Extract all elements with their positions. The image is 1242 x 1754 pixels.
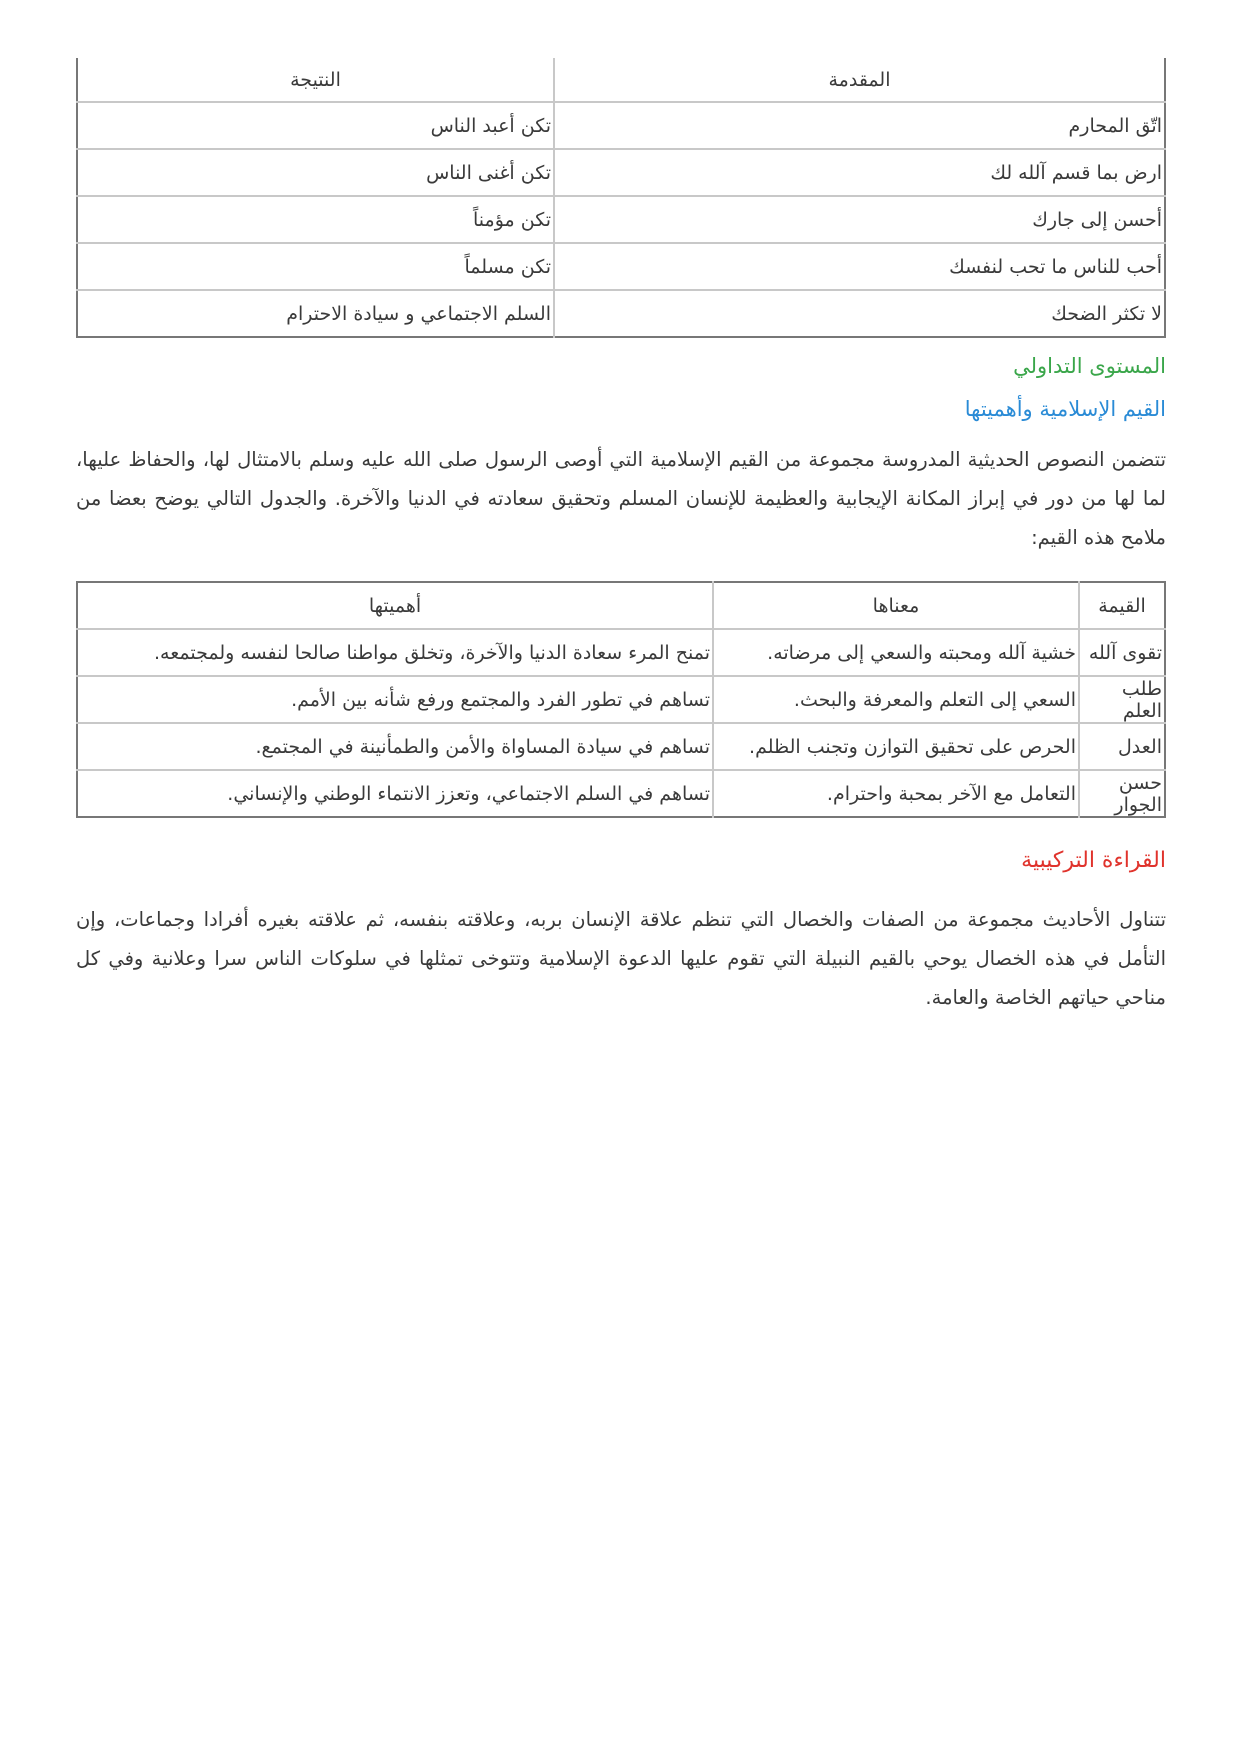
- table-cell: تقوى آلله: [1079, 629, 1165, 676]
- table-cell: تساهم في تطور الفرد والمجتمع ورفع شأنه بين الأمم.: [77, 676, 713, 723]
- table-cell: لا تكثر الضحك: [554, 290, 1165, 337]
- table-header-row: [77, 582, 1165, 629]
- table-header-cell: النتيجة: [77, 58, 554, 102]
- section-heading-level: المستوى التداولي: [1013, 354, 1166, 378]
- table-header-row: [77, 58, 1165, 102]
- table-cell: طلب العلم: [1079, 676, 1165, 723]
- table-row: [77, 676, 1165, 723]
- table-header-cell: القيمة: [1079, 582, 1165, 629]
- table-cell: تكن مسلماً: [77, 243, 554, 290]
- premise-result-table: [76, 58, 1166, 338]
- table-cell: الحرص على تحقيق التوازن وتجنب الظلم.: [713, 723, 1079, 770]
- table-cell: ارض بما قسم آلله لك: [554, 149, 1165, 196]
- table-row: [77, 629, 1165, 676]
- table-cell: اتّق المحارم: [554, 102, 1165, 149]
- table-cell: خشية آلله ومحبته والسعي إلى مرضاته.: [713, 629, 1079, 676]
- table-row: [77, 723, 1165, 770]
- table-cell: تساهم في سيادة المساواة والأمن والطمأنينة في المجتمع.: [77, 723, 713, 770]
- table-cell: حسن الجوار: [1079, 770, 1165, 817]
- section-heading-synthesis: القراءة التركيبية: [1021, 848, 1166, 873]
- intro-paragraph: تتضمن النصوص الحديثية المدروسة مجموعة من القيم الإسلامية التي أوصى الرسول صلى الله عليه وسلم بالامتثال لها، والحفاظ عليها، لما لها من دور في إبراز المكانة الإيجابية والعظيمة للإنسان المسلم وتحقيق سعادته في الدنيا والآخرة. والجدول التالي يوضح بعضا من ملامح هذه القيم:: [76, 448, 1166, 549]
- table-row: [77, 102, 1165, 149]
- section-heading-values: القيم الإسلامية وأهميتها: [964, 397, 1166, 421]
- table-row: [77, 149, 1165, 196]
- table-cell: العدل: [1079, 723, 1165, 770]
- table-cell: تكن أغنى الناس: [77, 149, 554, 196]
- table-cell: أحب للناس ما تحب لنفسك: [554, 243, 1165, 290]
- table-row: [77, 290, 1165, 337]
- table-cell: التعامل مع الآخر بمحبة واحترام.: [713, 770, 1079, 817]
- table-cell: السعي إلى التعلم والمعرفة والبحث.: [713, 676, 1079, 723]
- table-cell: تكن أعبد الناس: [77, 102, 554, 149]
- table-cell: تساهم في السلم الاجتماعي، وتعزز الانتماء الوطني والإنساني.: [77, 770, 713, 817]
- table-header-cell: معناها: [713, 582, 1079, 629]
- table-header-cell: أهميتها: [77, 582, 713, 629]
- values-table: [76, 581, 1166, 818]
- table-header-cell: المقدمة: [554, 58, 1165, 102]
- table-cell: تكن مؤمناً: [77, 196, 554, 243]
- synthesis-paragraph: تتناول الأحاديث مجموعة من الصفات والخصال التي تنظم علاقة الإنسان بربه، وعلاقته بنفسه، ثم علاقته بغيره أفرادا وجماعات، وإن التأمل في هذه الخصال يوحي بالقيم النبيلة التي تقوم عليها الدعوة الإسلامية وتتوخى تمثلها في سلوكات الناس سرا وعلانية وفي كل مناحي حياتهم الخاصة والعامة.: [76, 908, 1166, 1009]
- table-row: [77, 243, 1165, 290]
- table-row: [77, 770, 1165, 817]
- table-row: [77, 196, 1165, 243]
- table-cell: السلم الاجتماعي و سيادة الاحترام: [77, 290, 554, 337]
- table-cell: أحسن إلى جارك: [554, 196, 1165, 243]
- table-cell: تمنح المرء سعادة الدنيا والآخرة، وتخلق مواطنا صالحا لنفسه ولمجتمعه.: [77, 629, 713, 676]
